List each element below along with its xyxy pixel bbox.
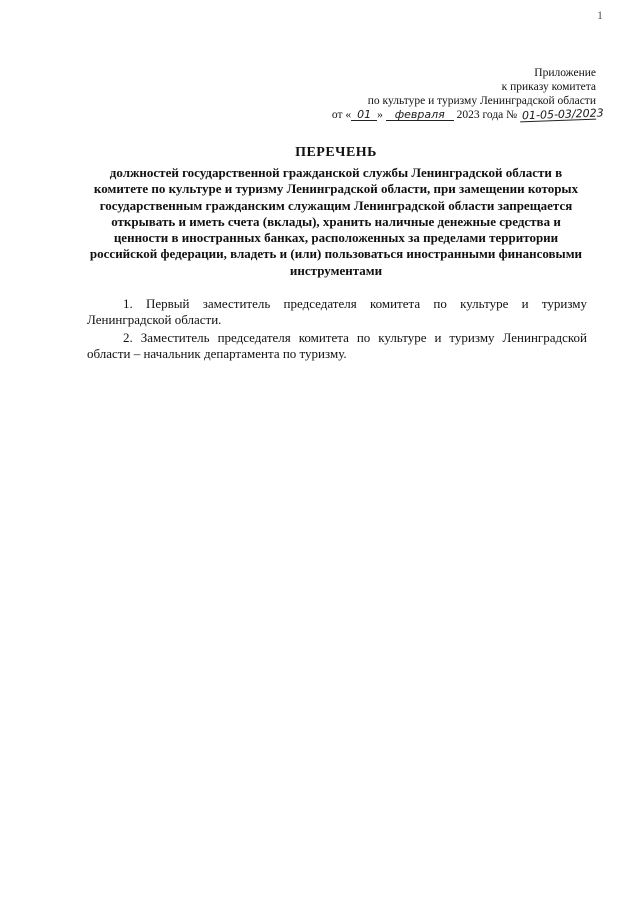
appendix-header <box>276 66 604 123</box>
title-block <box>86 145 586 279</box>
handwritten-month: февраля <box>386 109 454 121</box>
date-quote-close: » <box>377 109 383 121</box>
page-subtitle: должностей государственной гражданской службы Ленинградской области в комитете по культуре и туризму Ленинградской области, при замещении которых государственным гражданским служащим Ленинградской области запрещается открывать и иметь счета (вклады), хранить наличные денежные средства и ценности в иностранных банках, расположенных за пределами территории российской федерации, владеть и (или) пользоваться иностранными финансовыми инструментами <box>89 165 583 278</box>
list-item: 2. Заместитель председателя комитета по культуре и туризму Ленинградской области – начальник департамента по туризму. <box>87 330 587 361</box>
handwritten-day: 01 <box>351 109 377 121</box>
appendix-title: Приложение <box>534 67 596 79</box>
appendix-date-line <box>276 106 604 123</box>
corner-mark: 1 <box>597 8 603 22</box>
handwritten-order-number: 01-05-03/2023 <box>521 106 604 123</box>
year-text: 2023 года № <box>456 109 518 121</box>
list-item: 1. Первый заместитель председателя комитета по культуре и туризму Ленинградской области. <box>87 296 587 327</box>
position-list <box>87 296 587 364</box>
appendix-order-ref: к приказу комитета <box>501 81 596 93</box>
appendix-committee: по культуре и туризму Ленинградской области <box>367 95 596 107</box>
page-title: ПЕРЕЧЕНЬ <box>295 145 377 160</box>
date-prefix: от « <box>331 109 352 121</box>
